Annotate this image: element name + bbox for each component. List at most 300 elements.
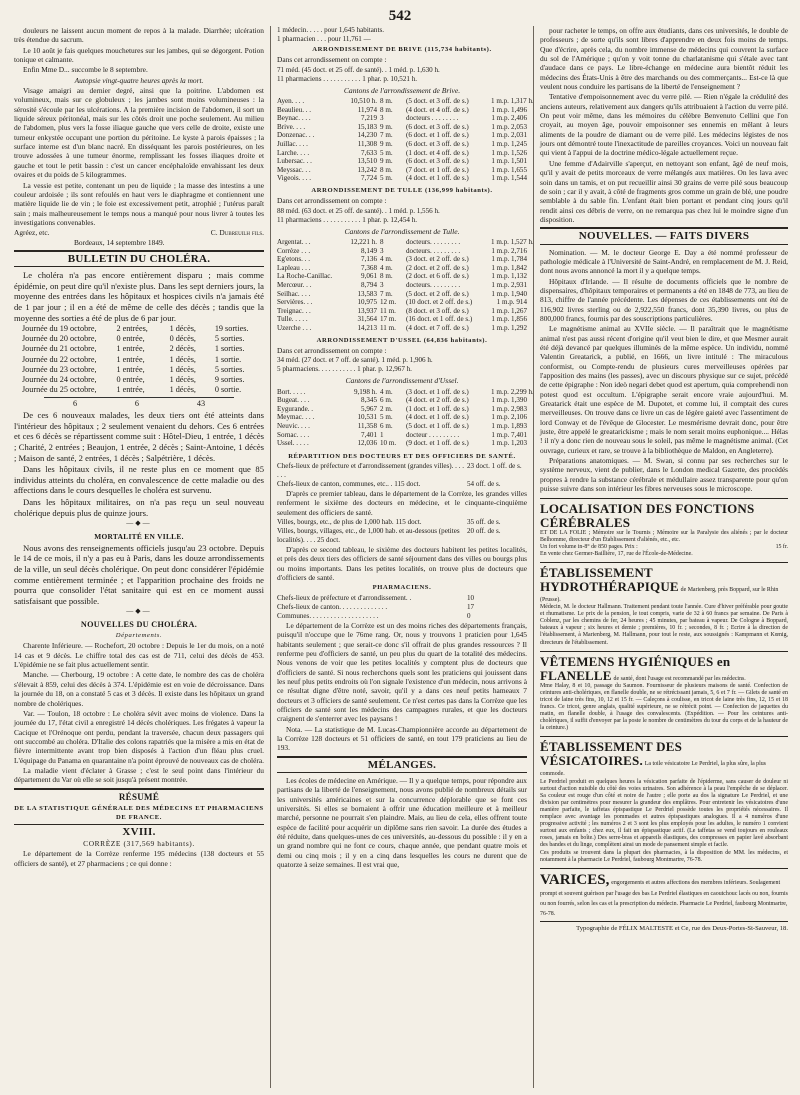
canton-row [277, 149, 527, 158]
ad-vetemens [540, 651, 788, 733]
distribution-value: 23 doct. 1 off. de s. [467, 462, 522, 471]
melanges-title: MÉLANGES. [367, 758, 437, 771]
canton-cell: 1 m.p. 2,031 [491, 131, 527, 140]
ad-vetemens-body: Mme Halay, 8 et 10, passage du Saumon. Fournisseur de plusieurs maisons de santé. Confection de ceintures anti-cholériques, en flanelle double, ne se rétrécissant jamais, 5, 6 et 7 fr. — Gilets de santé en tricot de laine très fins, 10, 12 et 15 fr. — Caleçons à coulisse, en tricot de laine très fins, 12, 15 et 18 francs. Ce tricot, genre anglais, qualité supérieure, ne se rétrécit point. — Confection de jaquettes du matin, en flanelle double, à l'usage des convalescents. (Expédition. — Pour les ceintures anti-cholériques, il suffit d'envoyer par la poste le nombre de centimètres du tour du corps et de la hauteur de la ceinture.) [540, 682, 788, 732]
canton-cell: 1 m.p. 1,245 [491, 140, 527, 148]
melanges-paragraph: Les écoles de médecine en Amérique. — Il y a quelque temps, pour répondre aux partisans de la liberté de l'enseignement, nous avons publié de nombreux détails sur les universités américaines et sur la concurrence déplorable que se font ces universités. Si elles se bornaient à offrir une éducation meilleure et à meilleur marché, personne ne pourrait s'en plaindre. Mais, au lieu de cela, elles offrent toute espèce de facilité pour acquérir un diplôme sans rien savoir. La durée des études a été réduite, dans quelques-unes de ces universités, au-dessous du possible : il y en a un grand nombre qui ne font ce cours, chaque année, que pendant quatre mois et demi ou cinq mois ; il y en a cinq dans lesquelles les cours ne durent que de quatorze à seize semaines. Il est vrai que, [277, 775, 527, 870]
journal-cell: Journée du 23 octobre, [22, 364, 97, 374]
canton-cell: 1 m.p. 1,842 [491, 263, 527, 272]
canton-cell: 9,061 [361, 272, 377, 281]
canton-cell: 15,183 [357, 122, 377, 131]
distribution-row [277, 480, 527, 489]
ad-vetemens-tag: de santé, dont l'usage est recommandé par les médecins. [613, 675, 746, 682]
journal-cell: 1 décès, [169, 364, 196, 374]
canton-cell: (4 doct. et 2 off. de s.) [406, 396, 469, 405]
canton-row [277, 264, 527, 273]
corrèze-totals [277, 26, 527, 44]
brive-table [277, 97, 534, 183]
canton-cell: 11 m. [380, 323, 396, 332]
canton-cell: 4 m. [380, 263, 393, 272]
ussel-cantons-title: Cantons de l'arrondissement d'Ussel. [345, 376, 459, 386]
paragraph: De ces 6 nouveaux malades, les deux tiers ont été atteints dans l'intérieur des hôpitaux ; 2 seulement venaient du dehors. Ces 6 entrées et ces 6 décès se répartissent comme suit : Hôtel-Dieu, 1 entrée, 1 décès ; Charité, 2 entrées ; Beaujon, 1 entrée, 2 décès ; Saint-Antoine, 1 décès ; Maison de santé, 2 entrées, 1 décès ; Salpétrière, 1 décès. [14, 410, 264, 463]
journal-row [14, 344, 264, 354]
canton-cell: Ayen. . . . [277, 97, 305, 106]
printer-footer: Typographie de FÉLIX MALTESTE et Ce, rue des Deux-Portes-St-Sauveur, 18. [576, 924, 788, 932]
melanges-continued [540, 26, 788, 224]
canton-cell: 7,219 [361, 114, 377, 123]
journal-row [14, 355, 264, 365]
paragraph: Nota. — La statistique de M. Lucas-Championnière accorde au département de la Corrèze 128 docteurs et 51 officiers de santé, en tout 179 praticiens au lieu de 193. [277, 724, 527, 753]
brive-cantons-title: Cantons de l'arrondissement de Brive. [343, 85, 461, 95]
canton-cell: (5 doct. et 1 off. de s.) [406, 421, 469, 430]
paragraph: La maladie vient d'éclater à Grasse ; c'est le seul point dans l'intérieur du département du Var où elle se soit jusqu'à présent montrée. [14, 765, 264, 785]
ad-vetemens-title: VÊTEMENS HYGIÉNIQUES en FLANELLE [540, 653, 731, 683]
ad-localisation [540, 498, 788, 558]
journal-cell: Journée du 25 octobre, [22, 384, 97, 394]
canton-cell: 1 m.p. 2,716 [491, 246, 527, 255]
section-rule-thin [14, 824, 264, 825]
section-name: CORRÈZE (317,569 habitants). [83, 838, 195, 848]
distribution-label: Communes. . . . . . . . . . . . . . . . . . . . [277, 611, 379, 620]
canton-cell: 6 m. [380, 421, 393, 430]
column-right [540, 26, 788, 1088]
canton-row [277, 238, 534, 247]
canton-cell: (10 doct. et 2 off. de s.) [406, 298, 473, 307]
canton-cell: 7 m. [380, 289, 393, 298]
canton-cell: (3 doct. et 2 off. de s.) [406, 255, 469, 264]
summary-line: 34 méd. (27 doct. et 7 off. de santé). 1 méd. p. 1,906 h. [277, 356, 433, 365]
canton-cell: 8 m. [380, 165, 393, 174]
ad-localisation-price: 15 fr. [775, 543, 788, 550]
journal-cell: 2 décès, [169, 344, 196, 354]
paragraph: Nomination. — M. le docteur George E. Day a été nommé professeur de pathologie médicale à l'Université de Saint-André, en remplacement de M. J. Reid, dont nous avons annoncé la mort il y a quelque temps. [540, 247, 788, 276]
tulle-title: ARRONDISSEMENT DE TULLE (136,999 habitants). [311, 186, 493, 194]
ussel-summary [277, 356, 527, 374]
summary-line: 1 pharmacien . . . pour 11,761 — [277, 35, 371, 43]
canton-row [277, 255, 527, 264]
canton-cell: 11 m. [380, 306, 396, 315]
journal-total: 6 [134, 398, 139, 408]
paragraph: Dans les hôpitaux militaires, on n'a pas reçu un seul nouveau cholérique depuis plus de quinze jours. [14, 496, 264, 518]
canton-cell: 13,937 [357, 306, 377, 315]
journal-cell: 1 décès, [169, 324, 196, 334]
canton-cell: 9 m. [380, 157, 393, 166]
canton-cell: 7,633 [361, 148, 377, 157]
canton-cell: (6 doct. et 3 off. de s.) [406, 157, 469, 166]
bulletin-text [14, 270, 264, 323]
canton-cell: Treignac. . . [277, 306, 311, 315]
journal-cell: 0 entrée, [116, 374, 145, 384]
journal-cell: 1 entrée, [116, 384, 145, 394]
distribution-row [277, 603, 527, 612]
distribution-label: Chefs-lieux de canton. . . . . . . . . . . . . . [277, 602, 388, 611]
canton-cell: 1 m.p. 1,496 [491, 105, 527, 114]
canton-cell: (2 doct. et 6 off. de s.) [406, 272, 469, 281]
canton-cell: (7 doct. et 1 off. de s.) [406, 165, 469, 174]
canton-cell: 1 m.p. 2,106 [491, 413, 527, 422]
canton-cell: docteurs. . . . . . . . . [406, 280, 461, 289]
canton-cell: 1 m.p. 2,931 [491, 280, 527, 289]
canton-cell: docteurs. . . . . . . . . [406, 238, 461, 246]
ad-localisation-body: ET DE LA FOLIE ; Mémoire sur le Tournis ; Mémoire sur la Paralysie des aliénés ; par le docteur Belhomme, directeur d'un Établissement d'aliénés, etc., etc. [540, 529, 788, 543]
journal-cell: 1 entrée, [116, 344, 145, 354]
canton-cell: (9 doct. et 1 off. de s.) [406, 439, 469, 448]
canton-row [277, 396, 527, 405]
resume-title: RÉSUMÉ [118, 791, 160, 802]
repartition-table [277, 462, 527, 489]
distribution-row [277, 527, 527, 545]
paragraph: Manche. — Cherbourg, 19 octobre : A cette date, le nombre des cas de choléra s'élevait à 859, celui des décès à 374. L'épidémie est en voie de décroissance. Dans la journée du 18, on a constaté 5 cas et 3 décès. Il existe dans les hôpitaux un grand nombre de cholériques. [14, 670, 264, 708]
column-divider [270, 26, 271, 1088]
distribution-label: Chefs-lieux de préfecture et d'arrondissement. . [277, 593, 412, 602]
canton-cell: (1 doct. et 4 off. de s.) [406, 148, 469, 157]
resume-subtitle: DE LA STATISTIQUE GÉNÉRALE DES MÉDECINS ET PHARMACIENS DE FRANCE. [14, 804, 264, 822]
autopsy-text [14, 86, 264, 227]
ad-hydrotherapique [540, 562, 788, 647]
section-number: XVIII. [122, 825, 156, 838]
canton-cell: (6 doct. et 1 off. de s.) [406, 131, 469, 140]
paragraph: Nous avons des renseignements officiels jusqu'au 23 octobre. Depuis le 14 de ce mois, il n'y a pas eu à Paris, dans les douze arrondissements de la ville, un seul décès cholérique. On peut donc considérer l'épidémie comme entièrement terminée ; et l'apparition prochaine des froids ne pourra que consolider l'état sanitaire qui est en ce moment aussi satisfaisant que possible. [14, 542, 264, 606]
canton-cell: 10,510 h. [350, 97, 377, 106]
summary-line: 71 méd. (45 doct. et 25 off. de santé). . 1 méd. p. 1,630 h. [277, 65, 440, 74]
canton-cell: 8 [380, 238, 384, 246]
distribution-value: 20 off. de s. [467, 527, 501, 536]
nouvelles-cholera-title: NOUVELLES DU CHOLÉRA. [80, 619, 198, 629]
paragraph: pour racheter le temps, on offre aux étudiants, dans ces universités, le double de professeurs ; de sorte qu'ils sont libres d'apprendre en deux fois moins de temps. Que d'écrire, après cela, du nombre immense de médecins qui couvrent la surface du sol de l'Amérique ; qu'on y voit tonne du charlatanisme qui s'étale avec tant d'audace dans ce pays. Le libre-échange en médecine aura bientôt réduit les médecins des États-Unis à être des marchands ou des commerçants... Est-ce là que veulent nous conduire les partisans de la liberté de l'enseignement ? [540, 26, 788, 92]
canton-row [277, 439, 527, 448]
distribution-value: 35 off. de s. [467, 518, 501, 527]
canton-cell: 8 m. [380, 272, 393, 281]
canton-row [277, 387, 534, 397]
canton-row [277, 131, 527, 140]
canton-cell: (4 doct. et 1 off. de s.) [406, 413, 469, 422]
bulletin-text-2 [14, 410, 264, 518]
paragraph: douleurs ne laissent aucun moment de repos à la malade. Diarrhée; ulcération très étendue du sacrum. [14, 26, 264, 45]
canton-cell: 1 m.p. 1,784 [491, 255, 527, 264]
section-rule-thin [540, 244, 788, 245]
nouvelles-title: NOUVELLES. — FAITS DIVERS [578, 230, 750, 243]
section-rule [14, 250, 264, 252]
canton-cell: 17 m. [380, 315, 397, 324]
canton-cell: 1 m.p. 914 [496, 298, 527, 307]
canton-cell: Eygurande. . [277, 404, 314, 413]
ornament-divider: —◆— [126, 607, 152, 616]
ornament-divider: —◆— [126, 519, 152, 528]
journal-cell: Journée du 19 octobre, [22, 324, 97, 334]
canton-cell: (1 doct. et 1 off. de s.) [406, 404, 469, 413]
paragraph: Une femme d'Adairville s'aperçut, en nettoyant son enfant, âgé de neuf mois, qu'il y avait de petits morceaux de verre mélangés aux matières. On les lava avec soin dans un tamis, et on put recueillir ainsi 30 grains de verre pilé sous beaucoup de soin ; car il y avait, à côté de fragments gros comme un grain de blé, une poudre semblable à du sable fin. L'enfant était bien portant et pendant cinq jours qu'il rendit ainsi ces débris de verre, on ne remarqua pas chez lui le moindre signe d'un disposition. [540, 158, 788, 224]
journal-row [14, 324, 264, 334]
journal-cell: 0 sortie. [214, 384, 242, 394]
canton-cell: Lubersac. . . [277, 157, 312, 166]
journal-cell: Journée du 24 octobre, [22, 374, 97, 384]
canton-cell: Tulle. . . . . [277, 315, 308, 324]
section-rule-thin [14, 266, 264, 267]
ad-vesicatoires [540, 736, 788, 863]
canton-cell: 1 m.p. 2,406 [491, 114, 527, 123]
canton-cell: Neuvic. . . . [277, 421, 310, 430]
distribution-value: 17 [467, 602, 475, 611]
paragraph: Préparations anatomiques. — M. Swan, si connu par ses recherches sur le système nerveux, vient de publier, dans le London medical Gazette, des procédés propres à rendre la substance cérébrale et médullaire assez transparente pour qu'on puisse suivre dans son intérieur les fibres nerveuses sous le microscope. [540, 456, 788, 494]
canton-cell: 8 m. [380, 97, 393, 106]
canton-row [277, 290, 527, 299]
canton-cell: 1 m.p. 1,893 [491, 421, 527, 430]
canton-cell: La Roche-Canillac. [277, 272, 333, 281]
paragraph: Enfin Mme D... succombe le 8 septembre. [23, 65, 148, 75]
canton-cell: (2 doct. et 2 off. de s.) [406, 263, 469, 272]
canton-cell: Larche. . . . [277, 148, 310, 157]
canton-row [277, 298, 527, 307]
canton-row [277, 97, 534, 106]
journal-cell: 1 décès, [169, 384, 196, 394]
journal-cell: 5 sorties. [214, 334, 245, 344]
journal-row [14, 365, 264, 375]
canton-cell: Ussel. . . . . [277, 439, 309, 448]
ad-vesicatoires-body: Le Perdriel produit en quelques heures la vésication parfaite de l'épiderme, sans causer de douleur ni surtout d'action nuisible du côté des voies urinaires. Son adhérence à la peau l'empêche de se déplacer. Sa couleur est rouge d'un côté et noire de l'autre ; elle porte au dos la signature Le Perdriel, et une division par centimètres pour mesurer la grandeur des emplâtres. Pour entretenir les vésicatoires d'une manière parfaite, le taffetas épispastique Le Perdriel possède toutes les propriétés nécessaires. Il remplace avec avantage les pommades et autres épispastiques analogues. Il a 4 numéros d'une progressive activité ; les numéros 2 et 3 sont les plus employés pour les adultes, le numéro 1 convient surtout aux enfants ; chez eux, il fait un épispastique actif. (Le taffetas se vend toujours en rouleaux roses, jamais en boîte.) Des serre-bras et appareils élastiques, des compresses en papier lavé absorbant des bandes et du linge, complètent ainsi un mode de pansement simple et facile. [540, 778, 788, 849]
tulle-table [277, 238, 534, 333]
ussel-title: ARRONDISSEMENT D'USSEL (64,836 habitants). [316, 336, 488, 344]
column-middle [277, 26, 534, 1088]
journal-cell: Journée du 20 octobre, [22, 334, 97, 344]
canton-cell: 8,794 [361, 280, 377, 289]
distribution-value: 10 [467, 593, 475, 602]
canton-cell: 3 [380, 246, 384, 255]
ad-hydro-title: ÉTABLISSEMENT HYDROTHÉRAPIQUE [540, 564, 679, 594]
canton-cell: Beynac. . . . [277, 114, 311, 123]
canton-cell: 4 m. [380, 255, 393, 264]
canton-cell: (3 doct. et 1 off. de s.) [406, 387, 469, 396]
canton-row [277, 422, 527, 431]
canton-cell: Argentat. . . [277, 238, 311, 246]
canton-row [277, 140, 527, 149]
distribution-row [277, 518, 527, 527]
departements-subtitle: Départements. [115, 632, 163, 640]
canton-cell: 13,242 [357, 165, 377, 174]
canton-row [277, 123, 527, 132]
canton-row [277, 324, 527, 333]
canton-cell: 5 m. [380, 148, 393, 157]
canton-cell: Bort. . . . . [277, 387, 306, 396]
section-rule [540, 227, 788, 229]
ad-localisation-volume: Un fort volume in-8° de 850 pages. Prix : [540, 543, 638, 550]
canton-cell: Eg'etons. . . [277, 255, 310, 264]
canton-cell: 14,230 [357, 131, 377, 140]
brive-title: ARRONDISSEMENT DE BRIVE (115,734 habitants). [312, 46, 492, 53]
repartition-paragraph: D'après ce premier tableau, dans le département de la Corrèze, les grandes villes renferment le sixième des docteurs en médecine, et le cinquante-cinquième seulement des officiers de santé. [277, 489, 527, 517]
canton-cell: Donzenac. . . [277, 131, 315, 140]
nouvelles-text [14, 641, 264, 784]
canton-cell: 13,510 [357, 157, 377, 166]
ad-hydro-tag: de Marienberg, près Boppard, sur le Rhin (Prusse). [540, 586, 779, 603]
summary-line: 11 pharmaciens . . . . . . . . . . . 1 phar. p. 10,521 h. [277, 74, 418, 83]
canton-row [277, 247, 527, 256]
ad-vesicatoires-vendor: Ces produits se trouvent dans la plupart des pharmacies, à la disposition de MM. les médecins, et notamment à la pharmacie Le Perdriel, faubourg Montmartre, 76-78. [540, 849, 788, 863]
ad-varices-body: engorgements et autres affections des membres inférieurs. Soulagement prompt et souvent guérison par l'usage des bas Le Perdriel élastiques en caoutchouc lacés ou non, fournis ou non fourrés, selon les cas et la prescription du médecin. Pharmacie Le Perdriel, faubourg Montmartre, 76-78. [540, 879, 788, 917]
section-rule [277, 756, 527, 758]
canton-cell: (6 doct. et 3 off. de s.) [406, 122, 469, 131]
tulle-cantons-title: Cantons de l'arrondissement de Tulle. [344, 226, 460, 236]
canton-cell: 1 m.p. 1,292 [491, 323, 527, 332]
canton-cell: 12,036 [357, 439, 377, 448]
canton-cell: Juillac. . . . [277, 140, 308, 148]
canton-cell: 11,974 [357, 105, 377, 114]
brive-summary [277, 66, 527, 84]
canton-cell: 1 m.p. 1,501 [491, 157, 527, 166]
mortalite-title: MORTALITÉ EN VILLE. [94, 531, 184, 541]
canton-cell: 13,583 [357, 289, 377, 298]
canton-cell: 1 [380, 430, 384, 439]
journal-cell: 9 sorties. [214, 374, 245, 384]
journal-cell: 1 décès, [169, 354, 196, 364]
ad-varices [540, 868, 788, 918]
canton-cell: (4 doct. et 1 off. de s.) [406, 174, 469, 183]
canton-cell: Corrèze . . . [277, 246, 311, 255]
ussel-text: Dans cet arrondissement on compte : [277, 345, 387, 355]
journal-cell: 0 décès, [169, 334, 196, 344]
canton-cell: 11,358 [357, 421, 377, 430]
canton-cell: 10,975 [357, 298, 377, 307]
canton-cell: Beaulieu. . . [277, 105, 312, 114]
canton-cell: 1 m.p. 1,544 [491, 174, 527, 183]
tulle-summary [277, 207, 527, 225]
canton-cell: (5 doct. et 3 off. de s.) [406, 97, 469, 106]
ad-hydro-body: Médecin, M. le docteur Hallmann. Traitement pendant toute l'année. Cure d'hiver préférable pour goutte et rhumatisme. Le prix de la pension, le tout compris, varie de 32 à 60 francs par semaine. De Paris à Coblenz, par les chemins de fer, 24 heures ; 45 minutes, par bateau à vapeur. De Cologne à Boppard, bateaux à vapeur ; six heures et demie ; premières, 10 fr. ; secondes, 8 fr. ; Ecrire à la direction de l'établissement, à Marienberg, M. Hallmann, pour tout le reste, aux soussignés : Kampmann et Kœnig, directeurs de l'établissement. [540, 604, 788, 646]
distribution-row [277, 462, 527, 480]
canton-cell: 9 m. [380, 122, 393, 131]
ad-vesicatoires-title: ÉTABLISSEMENT DES VÉSICATOIRES. [540, 739, 683, 769]
distribution-label: Chefs-lieux de préfecture et d'arrondissement (grandes villes). . . . . . . [277, 462, 465, 480]
canton-cell: (4 doct. et 4 off. de s.) [406, 105, 469, 114]
pharmaciens-title: PHARMACIENS. [372, 584, 432, 592]
canton-row [277, 157, 527, 166]
distribution-value: 54 off. de s. [467, 480, 501, 489]
canton-cell: 8 m. [380, 105, 393, 114]
column-divider [533, 26, 534, 1088]
canton-cell: 1 m.p. 1,390 [491, 396, 527, 405]
pharmaciens-table [277, 594, 527, 621]
signature-line [14, 228, 264, 237]
summary-line: 11 pharmaciens . . . . . . . . . . . 1 phar. p. 12,454 h. [277, 215, 418, 224]
distribution-label: Villes, bourgs, etc., de plus de 1,000 hab. 115 doct. [277, 518, 422, 527]
canton-row [277, 413, 527, 422]
paragraph: Charente Inférieure. — Rochefort, 20 octobre : Depuis le 1er du mois, on a noté 14 cas et 9 décès. Le chiffre total des cas est de 711, celui des décès de 453. L'épidémie ne se fait plus actuellement sentir. [14, 641, 264, 670]
distribution-label: Chefs-lieux de canton, communes, etc.. . 115 doct. [277, 480, 421, 489]
canton-cell: docteur . . . . . . . . . [406, 430, 460, 439]
canton-cell: Seilhac. . . . [277, 289, 311, 298]
paragraph: Var. — Toulon, 18 octobre : Le choléra sévit avec moins de violence. Dans la journée du 17, l'état civil a enregistré 14 décès cholériques. Les frégates à vapeur la Cacique et l'Orénoque ont perdu, pendant la traversée, chacun deux passagers qui ont succombé au choléra. D'Italie des colons rapatriés que la misère a mis en état de fièvre intermittente avant trop bien disposés à l'action d'un fléau plus cruel. L'équipage du Panama en quarantaine n'a point éprouvé de nouveaux cas de choléra. [14, 708, 264, 765]
journal-cell: Journée du 21 octobre, [22, 344, 97, 354]
ad-localisation-title: LOCALISATION DES FONCTIONS CÉRÉBRALES [540, 500, 755, 530]
canton-row [277, 315, 527, 324]
autopsy-title: Autopsie vingt-quatre heures après la mort. [74, 75, 204, 85]
canton-cell: docteurs . . . . . . . . [406, 114, 459, 123]
faits-divers-text [540, 248, 788, 494]
distribution-row [277, 612, 527, 621]
canton-cell: Lapleau . . . [277, 263, 311, 272]
canton-cell: (6 doct. et 3 off. de s.) [406, 140, 469, 148]
journal-table [14, 324, 264, 395]
canton-cell: 2 m. [380, 404, 393, 413]
canton-cell: 1 m.p. 1,856 [491, 315, 527, 324]
canton-cell: 4 m. [380, 387, 393, 396]
mortalite-text [14, 543, 264, 607]
canton-cell: (8 doct. et 3 off. de s.) [406, 306, 469, 315]
paragraph: Le choléra n'a pas encore entièrement disparu ; mais comme épidémie, on peut dire qu'il n'existe plus. Dans les sept derniers jours, la moyenne des entrées dans les hôpitaux et hospices civils n'a jamais été de 1 par jour ; il en a été de même de celle des décès ; tandis que la moyenne des sorties a été de plus de 6 par jour. [14, 270, 264, 323]
canton-cell: (5 doct. et 2 off. de s.) [406, 289, 469, 298]
signature-left: Agréez, etc. [14, 228, 50, 238]
canton-cell: 5 m. [380, 413, 393, 422]
canton-cell: 5 m. [380, 174, 393, 183]
villes-paragraph: D'après ce second tableau, le sixième des docteurs habitent les petites localités, et près des deux tiers des officiers de santé séjournent dans des villes ou bourgs plus ou moins importants. Dans les petites localités, on trouve plus de docteurs que d'officiers de santé. [277, 545, 527, 583]
section-rule-thin [277, 772, 527, 773]
tulle-text: Dans cet arrondissement on compte : [277, 196, 387, 206]
canton-cell: Uzerche . . . [277, 323, 312, 332]
canton-cell: Bugeat. . . . [277, 396, 310, 405]
canton-cell: Mercœur. . . [277, 280, 312, 289]
canton-cell: Servières. . . [277, 298, 313, 307]
canton-cell: 1 m.p. 2,053 [491, 122, 527, 131]
journal-row [14, 385, 264, 395]
section-rule [14, 788, 264, 790]
ad-vesicatoires-tag: La toile vésicatoire Le Perdriel, la plus sûre, la plus commode. [540, 761, 766, 778]
canton-cell: 1 m.p. 2,299 h. [491, 387, 534, 396]
paragraph: Dans les hôpitaux civils, il ne reste plus en ce moment que 85 individus atteints du choléra, en convalescence de cette maladie ou des affections dans le cours desquelles le choléra est survenu. [14, 464, 264, 496]
intro-text [14, 26, 264, 75]
summary-line: 88 méd. (63 doct. et 25 off. de santé). . 1 méd. p. 1,556 h. [277, 206, 440, 215]
canton-cell: 1 m.p. 1,655 [491, 165, 527, 174]
canton-cell: 1 m.p. 1,527 h. [491, 238, 534, 246]
column-left [14, 26, 264, 1088]
dateline: Bordeaux, 14 septembre 1849. [74, 237, 165, 247]
journal-totals [44, 397, 234, 408]
canton-cell: 1 m.p. 1,526 [491, 148, 527, 157]
journal-cell: 1 sortie. [214, 354, 242, 364]
ad-localisation-vendor: En vente chez Germer-Baillière, 17, rue de l'École-de-Médecine. [540, 550, 693, 557]
paragraph: Hôpitaux d'Irlande. — Il résulte de documents officiels que le nombre de dispensaires, d'hôpitaux temporaires et permanents a été en 1848 de 773, au lieu de 813, chiffre de l'année précédente. Les dépenses de ces établissements ont été de 116,902 livres sterling ou de 2,922,550 francs, dont 35,390 livres, ou plus de 800,000 francs, fournis par des souscriptions particulières. [540, 276, 788, 323]
section-paragraph: Le département de la Corrèze renferme 195 médecins (138 docteurs et 55 officiers de santé), et 27 pharmaciens ; ce qui donne : [14, 849, 264, 868]
distribution-label: Villes, bourgs, villages, etc., de 1,000 hab. et au-dessous (petites localités). . . . 25 doct. [277, 527, 460, 545]
journal-cell: 19 sorties. [214, 324, 249, 334]
canton-cell: 10 m. [380, 439, 397, 448]
canton-cell: 9 m. [380, 140, 393, 148]
canton-cell: 31,564 [357, 315, 377, 324]
journal-total: 43 [196, 398, 206, 408]
canton-cell: 8,345 [361, 396, 377, 405]
canton-cell: 3 [380, 280, 384, 289]
ad-varices-title: VARICES, [540, 871, 610, 888]
paragraph: Le 10 août je fais quelques mouchetures sur les jambes, qui se dégorgent. Potion tonique et calmante. [14, 45, 264, 65]
repartition-title: RÉPARTITION DES DOCTEURS ET DES OFFICIERS DE SANTÉ. [288, 452, 516, 460]
canton-cell: 7,724 [361, 174, 377, 183]
brive-text: Dans cet arrondissement on compte : [277, 55, 387, 65]
canton-cell: 1 m.p. 7,401 [491, 430, 527, 439]
distribution-row [277, 594, 527, 603]
canton-cell: 9,198 h. [353, 387, 377, 396]
canton-cell: Meyssac. . . [277, 165, 311, 174]
journal-cell: Journée du 22 octobre, [22, 354, 97, 364]
journal-cell: 1 entrée, [116, 354, 145, 364]
canton-cell: 14,213 [357, 323, 377, 332]
canton-cell: Vigeois. . . . [277, 174, 312, 183]
canton-cell: (16 doct. et 1 off. de s.) [406, 315, 473, 324]
canton-cell: 11,308 [357, 140, 377, 148]
canton-row [277, 174, 527, 183]
journal-total: 6 [72, 398, 78, 408]
canton-cell: docteurs. . . . . . . . . [406, 246, 461, 255]
canton-cell: 6 m. [380, 396, 393, 405]
paragraph: Visage amaigri au dernier degré, ainsi que la poitrine. L'abdomen est volumineux, mais sur ce globuleux ; les jambes sont moins volumineuses : la sérosité s'écoule par les ulcérations. A la première incision de l'abdomen, il sort un liquide séreux péritonéal, mais sur les côtés droit une poche seulement. Au milieu de l'abdomen, plus vers la fosse iliaque gauche que vers celle de droite, existe une tumeur enkystée occupant une portion du péritoine. Le kyste à parois épaisses ; la surface interne est d'un blanc nacré. En disséquant les parois postérieures, on les trouve adossées à une tumeur énorme, remplissant les fosses iliaques droite et gauche et tout le petit bassin : c'est un cancer encéphaloïde envahissant les deux ovaires et du poids de 5 kilogrammes. [14, 86, 264, 180]
paragraph: La vessie est petite, contenant un peu de liquide ; la masse des intestins a une couleur ardoisée ; ils sont refoulés en haut vers le diaphragme et contiennent une matière liquide lie de vin ; le foie est excessivement petit, atrophié ; l'utérus paraît sain ; mais malheureusement le temps nous a manqué pour nous livrer à toutes les investigations convenables. [14, 180, 264, 227]
